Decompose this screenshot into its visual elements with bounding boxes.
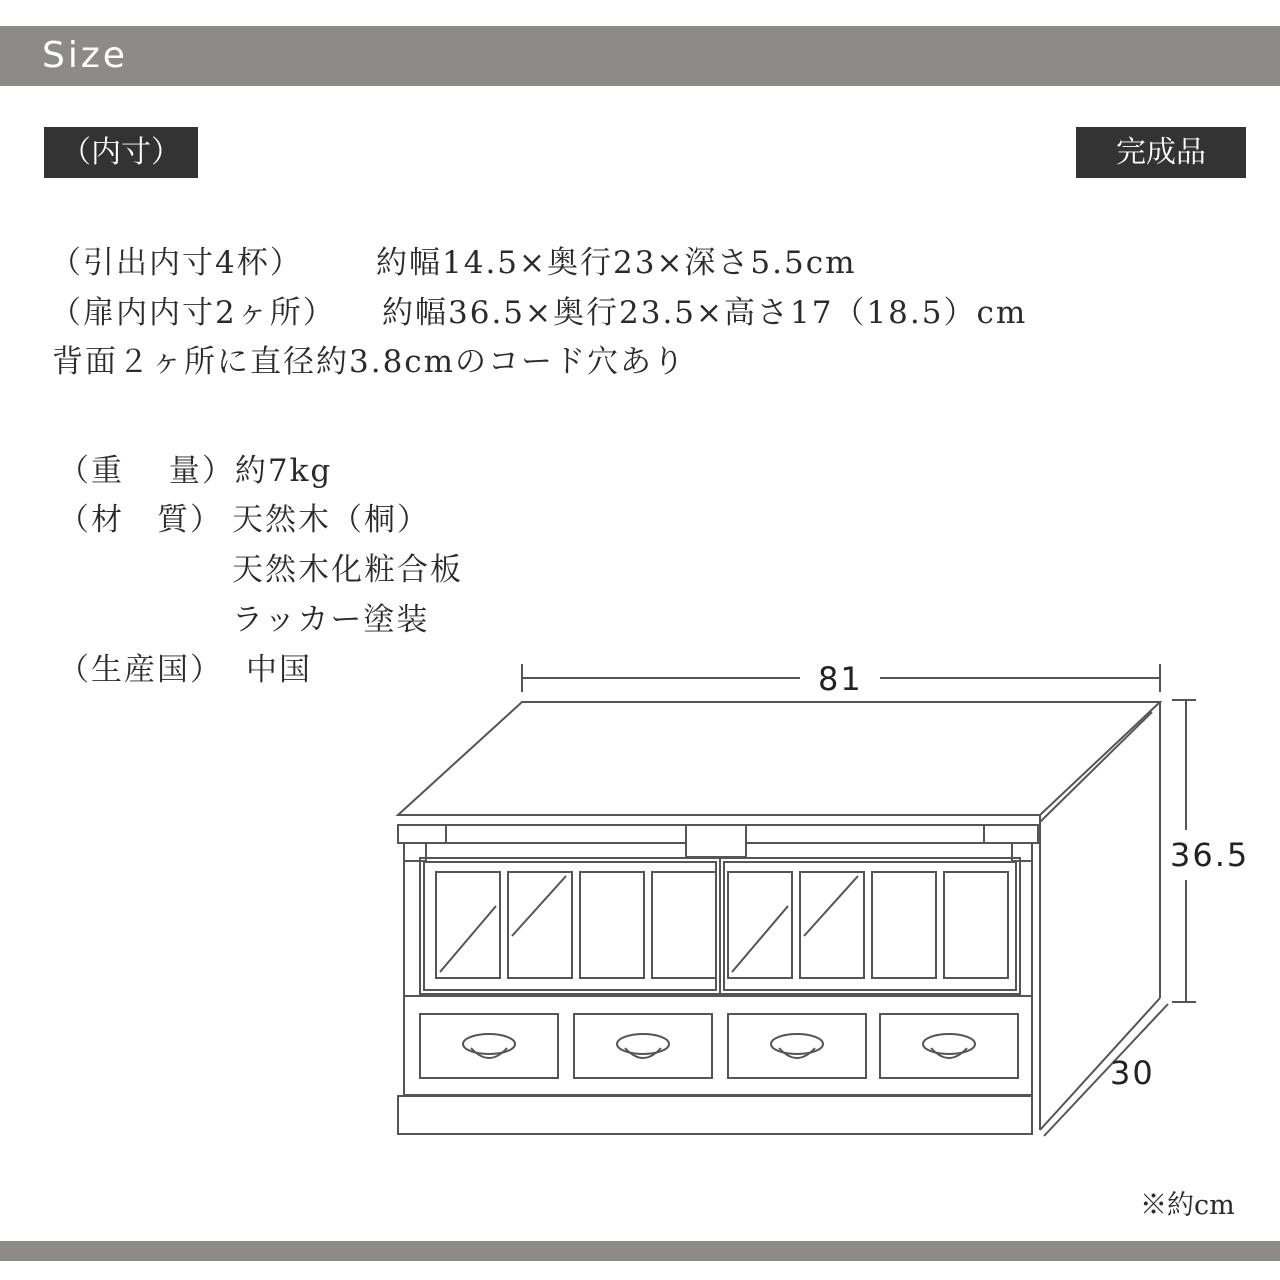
right-door-inner [724, 862, 1016, 990]
cabinet-top [398, 702, 1160, 815]
height-dimension: 36.5 [1170, 836, 1250, 874]
drawer-front [880, 1014, 1018, 1078]
material-label: （材 質） [58, 502, 223, 538]
weight-value: 約7kg [234, 453, 333, 489]
glass-pane [436, 872, 500, 978]
base-plinth [398, 1096, 1032, 1134]
glass-pane [872, 872, 936, 978]
material-value-3: ラッカー塗装 [232, 602, 430, 638]
right-sliding-door [720, 858, 1020, 994]
drawer-handle [771, 1034, 823, 1058]
corner-bracket [398, 825, 446, 843]
header-title: Size [42, 35, 128, 76]
drawer-inner-value: 約幅14.5×奥行23×深さ5.5cm [376, 245, 857, 281]
footer-bar [0, 1241, 1280, 1261]
unit-note: ※約cm [1140, 1190, 1235, 1221]
width-dimension: 81 [818, 660, 863, 698]
cabinet-top-thickness [1040, 712, 1152, 822]
glass-reflection [804, 876, 858, 936]
material-value-2: 天然木化粧合板 [232, 552, 463, 588]
origin-label: （生産国） [58, 652, 223, 688]
left-sliding-door [420, 858, 720, 994]
glass-pane [944, 872, 1008, 978]
finished-product-label: 完成品 [1076, 127, 1246, 178]
door-inner-label: （扉内内寸2ヶ所） [50, 295, 336, 331]
glass-pane [652, 872, 716, 978]
drawer-front [574, 1014, 712, 1078]
door-inner-value: 約幅36.5×奥行23.5×高さ17（18.5）cm [382, 295, 1028, 331]
drawer-handle [923, 1034, 975, 1058]
depth-dimension: 30 [1110, 1054, 1155, 1092]
drawer-front [728, 1014, 866, 1078]
front-frame [404, 843, 1032, 1095]
corner-bracket [686, 825, 746, 857]
left-door-inner [424, 862, 716, 990]
material-value-1: 天然木（桐） [232, 502, 430, 538]
drawer-handle [617, 1034, 669, 1058]
weight-label: （重 量） [58, 453, 235, 489]
inner-dimensions-label: （内寸） [44, 127, 198, 178]
glass-reflection [732, 906, 788, 972]
drawer-inner-label: （引出内寸4杯） [50, 245, 303, 281]
glass-reflection [440, 906, 496, 972]
glass-pane [800, 872, 864, 978]
origin-value: 中国 [246, 652, 312, 688]
glass-pane [728, 872, 792, 978]
drawer-front [420, 1014, 558, 1078]
drawer-handle [463, 1034, 515, 1058]
glass-pane [508, 872, 572, 978]
corner-bracket [984, 825, 1038, 843]
glass-reflection [512, 876, 566, 936]
cord-hole-text: 背面２ヶ所に直径約3.8cmのコード穴あり [52, 344, 687, 380]
glass-pane [580, 872, 644, 978]
